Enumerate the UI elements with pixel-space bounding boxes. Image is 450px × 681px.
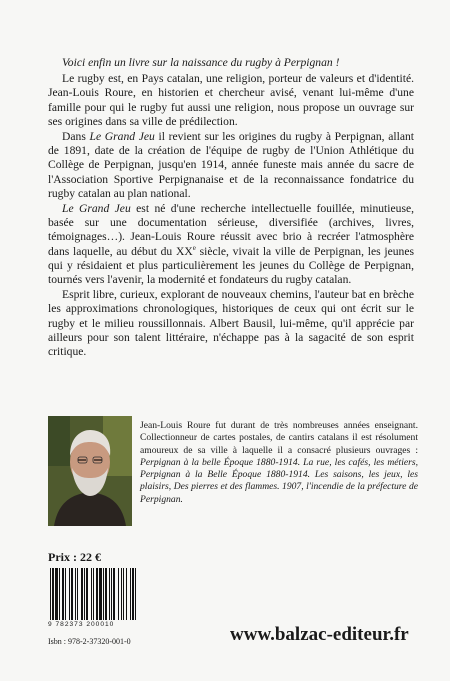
paragraph-2 [48, 130, 414, 201]
publisher-website: www.balzac-editeur.fr [230, 624, 409, 645]
paragraph-1: Le rugby est, en Pays catalan, une religion, porteur de valeurs et d'identité. Jean-Louis Roure, en historien et chercheur avisé, venant lui-même d'une famille pour qui le rugby fut aussi une religion, nous propose un ouvrage sur ses origines dans sa ville de prédilection. [48, 72, 414, 128]
barcode-bar [50, 568, 51, 620]
barcode-bar [130, 568, 131, 620]
price: Prix : 22 € [48, 550, 101, 564]
barcode-bar [69, 568, 70, 620]
barcode-bar [121, 568, 122, 620]
barcode-bar [109, 568, 110, 620]
barcode-bar [105, 568, 107, 620]
p3-book-title: Le Grand Jeu [62, 202, 131, 216]
bio-books: Perpignan à la belle Époque 1880-1914. La rue, les cafés, les métiers, Perpignan à la Belle Époque 1880-1914. Les saisons, les jeux, les plaisirs, Des pierres et des flammes. 1907, l'incendie de la préfecture de Perpignan. [140, 456, 418, 505]
p2-before: Dans [62, 130, 90, 144]
barcode-bar [99, 568, 102, 620]
barcode-bar [86, 568, 88, 620]
barcode-bar [132, 568, 134, 620]
p2-after: il revient sur les origines du rugby à Perpignan, allant de 1891, date de la création de l'équipe de rugby de l'Union Athlétique du Collège de Perpignan, jusqu'en 1914, année funeste mais année du sacre de l'Association Sportive Perpignanaise et de la reconnaissance fondatrice du rugby catalan au plan national. [48, 130, 414, 200]
intro-line: Voici enfin un livre sur la naissance du rugby à Perpignan ! [62, 56, 340, 69]
barcode-bar [81, 568, 83, 620]
barcode-bar [135, 568, 136, 620]
paragraph-4: Esprit libre, curieux, explorant de nouveaux chemins, l'auteur bat en brèche les approximations chronologiques, historiques de ceux qui ont écrit sur le rugby et le milieu roussillonnais. Albert Bausil, lui-même, qu'il apprécie par ailleurs pour son talent littéraire, n'échappe pas à la sagacité de son esprit critique. [48, 288, 414, 359]
barcode-digits: 9 782373 200010 [48, 621, 115, 628]
paragraph-3 [48, 202, 414, 287]
barcode-bar [118, 568, 119, 620]
barcode-bar [113, 568, 115, 620]
p3-part1: est né d'une recherche intellectuelle fouillée, minutieuse, basée sur une documentation sérieuse, diversifiée (archives, livres, témoignages…). Jean-Louis Roure réussit avec brio à recréer l'atmosphère dans laquelle, au début du XX [48, 202, 414, 258]
bio-lead: Jean-Louis Roure fut durant de très nombreuses années enseignant. Collectionneur de cartes postales, de cantirs catalans il est résolument amoureux de sa ville à laquelle il a consacré plusieurs ouvrages : [140, 420, 418, 456]
barcode [48, 568, 172, 632]
barcode-bar [91, 568, 92, 620]
barcode-bar [55, 568, 58, 620]
barcode-bar [59, 568, 60, 620]
barcode-bar [75, 568, 76, 620]
barcode-bar [71, 568, 73, 620]
barcode-bar [65, 568, 66, 620]
author-portrait-image [48, 416, 132, 526]
barcode-bars [48, 568, 172, 620]
author-section [48, 410, 418, 530]
isbn: Isbn : 978-2-37320-001-0 [48, 637, 131, 646]
barcode-bar [77, 568, 78, 620]
author-bio [140, 420, 418, 506]
blurb [48, 56, 414, 359]
barcode-bar [96, 568, 98, 620]
p3-sup: e [192, 243, 196, 252]
barcode-bar [84, 568, 85, 620]
author-photo [48, 416, 132, 526]
barcode-bar [62, 568, 64, 620]
barcode-bar [52, 568, 54, 620]
barcode-bar [126, 568, 127, 620]
barcode-bar [93, 568, 94, 620]
p3-part2: siècle, vivait la ville de Perpignan, les jeunes qui y résidaient et plus particulièrement les jeunes du Collège de Perpignan, tournés vers l'avenir, la modernité et fondateurs du rugby catalan. [48, 244, 414, 287]
barcode-bar [123, 568, 124, 620]
p2-book-title: Le Grand Jeu [89, 130, 155, 144]
barcode-bar [103, 568, 104, 620]
barcode-bar [111, 568, 112, 620]
